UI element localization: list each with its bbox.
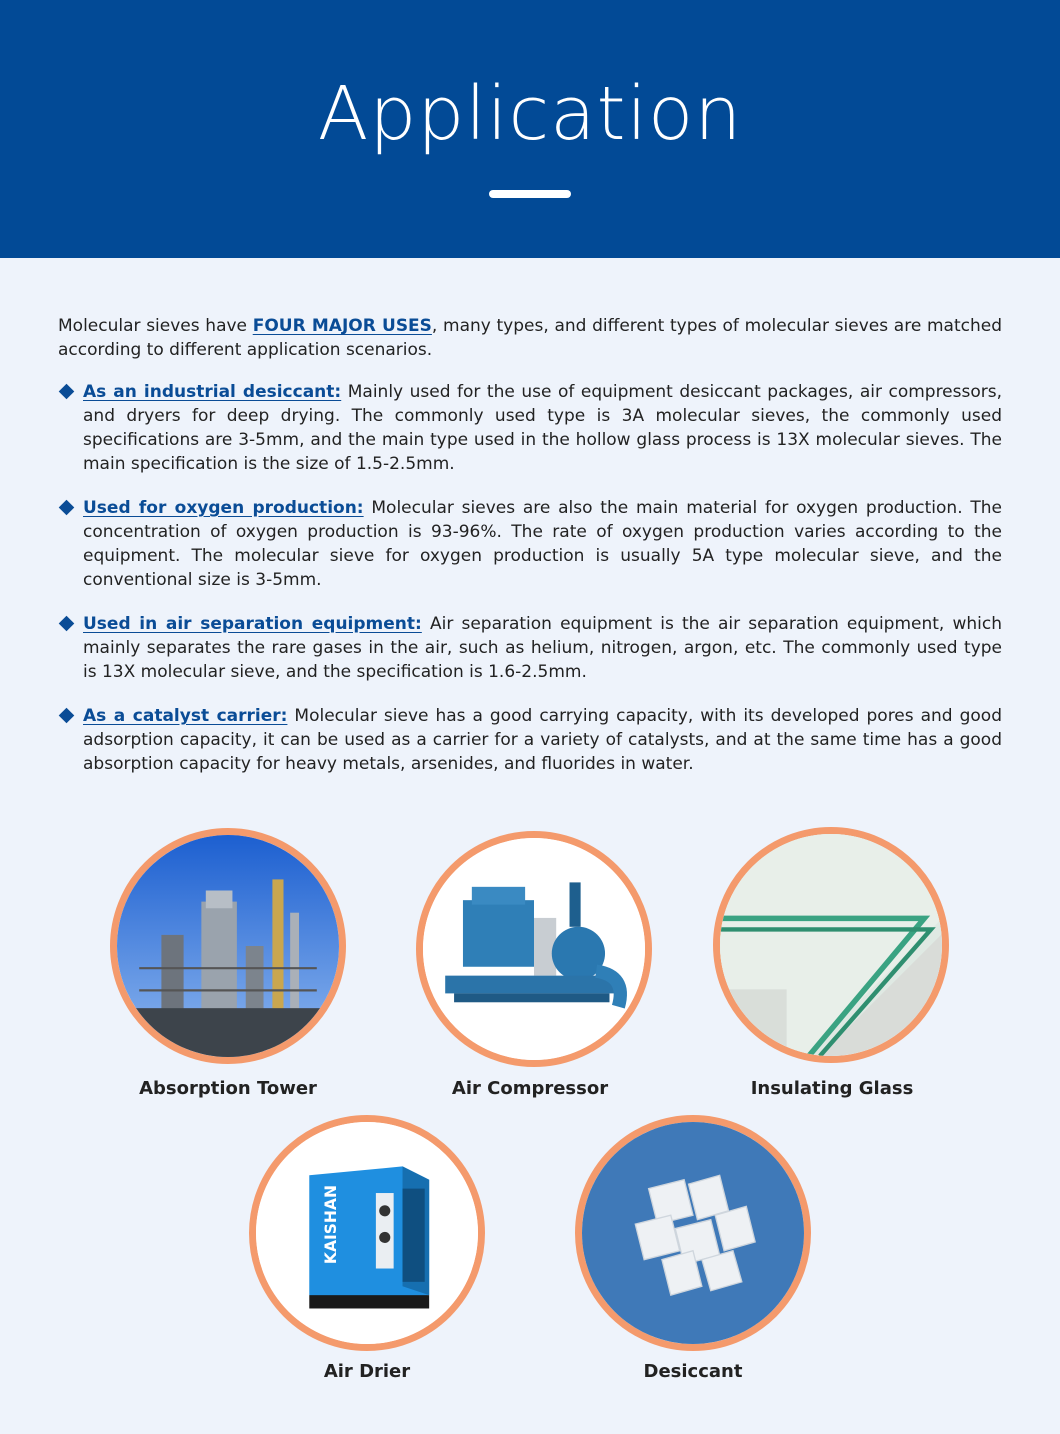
- air-drier-brand-label: KAISHAN: [321, 1185, 340, 1265]
- use-item-catalyst: [58, 704, 1002, 776]
- intro-highlight: FOUR MAJOR USES: [252, 316, 432, 336]
- air-drier-photo: [249, 1115, 485, 1351]
- caption-absorption-tower: Absorption Tower: [139, 1078, 317, 1099]
- use-text: Molecular sieve has a good carrying capacity, with its developed pores and good adsorption capacity, it can be used as a carrier for a variety of catalysts, and at the same time has a good absorption capacity for heavy metals, arsenides, and fluorides in water.: [83, 706, 1002, 774]
- use-item-air-separation: [58, 612, 1002, 684]
- air-compressor-photo: [416, 831, 652, 1067]
- insulating-glass-photo: [713, 827, 949, 1063]
- use-item-oxygen: [58, 496, 1002, 592]
- caption-air-drier: Air Drier: [323, 1361, 411, 1382]
- intro-text-before: Molecular sieves have: [58, 316, 253, 336]
- use-title: Used for oxygen production:: [83, 498, 364, 518]
- caption-desiccant: Desiccant: [643, 1361, 743, 1382]
- page-header: [0, 0, 1060, 258]
- use-title: As a catalyst carrier:: [83, 706, 288, 726]
- use-text: Air separation equipment is the air separation equipment, which mainly separates the rare gases in the air, such as helium, nitrogen, argon, etc. The commonly used type is 13X molecular sieve, and the specification is 1.6-2.5mm.: [83, 614, 1002, 682]
- use-title: Used in air separation equipment:: [83, 614, 422, 634]
- desiccant-photo: [575, 1115, 811, 1351]
- use-item-desiccant: [58, 380, 1002, 476]
- caption-insulating-glass: Insulating Glass: [750, 1078, 914, 1099]
- diamond-bullet-icon: [59, 500, 75, 516]
- diamond-bullet-icon: [59, 708, 75, 724]
- intro-paragraph: [58, 314, 1002, 362]
- use-text: Mainly used for the use of equipment desiccant packages, air compressors, and dryers for deep drying. The commonly used type is 3A molecular sieves, the commonly used specifications are 3-5mm, and the main type used in the hollow glass process is 13X molecular sieves. The main specification is the size of 1.5-2.5mm.: [83, 382, 1003, 474]
- use-text: Molecular sieves are also the main material for oxygen production. The concentration of oxygen production is 93-96%. The rate of oxygen production varies according to the equipment. The molecular sieve for oxygen production is usually 5A type molecular sieve, and the conventional size is 3-5mm.: [83, 498, 1002, 590]
- intro-text-after: , many types, and different types of molecular sieves are matched according to different application scenarios.: [58, 316, 1002, 360]
- content-section: [58, 314, 1002, 796]
- absorption-tower-photo: [110, 828, 346, 1064]
- page-title: Application: [317, 71, 743, 157]
- diamond-bullet-icon: [59, 616, 75, 632]
- title-underline: [489, 190, 571, 198]
- use-title: As an industrial desiccant:: [83, 382, 342, 402]
- diamond-bullet-icon: [59, 384, 75, 400]
- caption-air-compressor: Air Compressor: [451, 1078, 609, 1099]
